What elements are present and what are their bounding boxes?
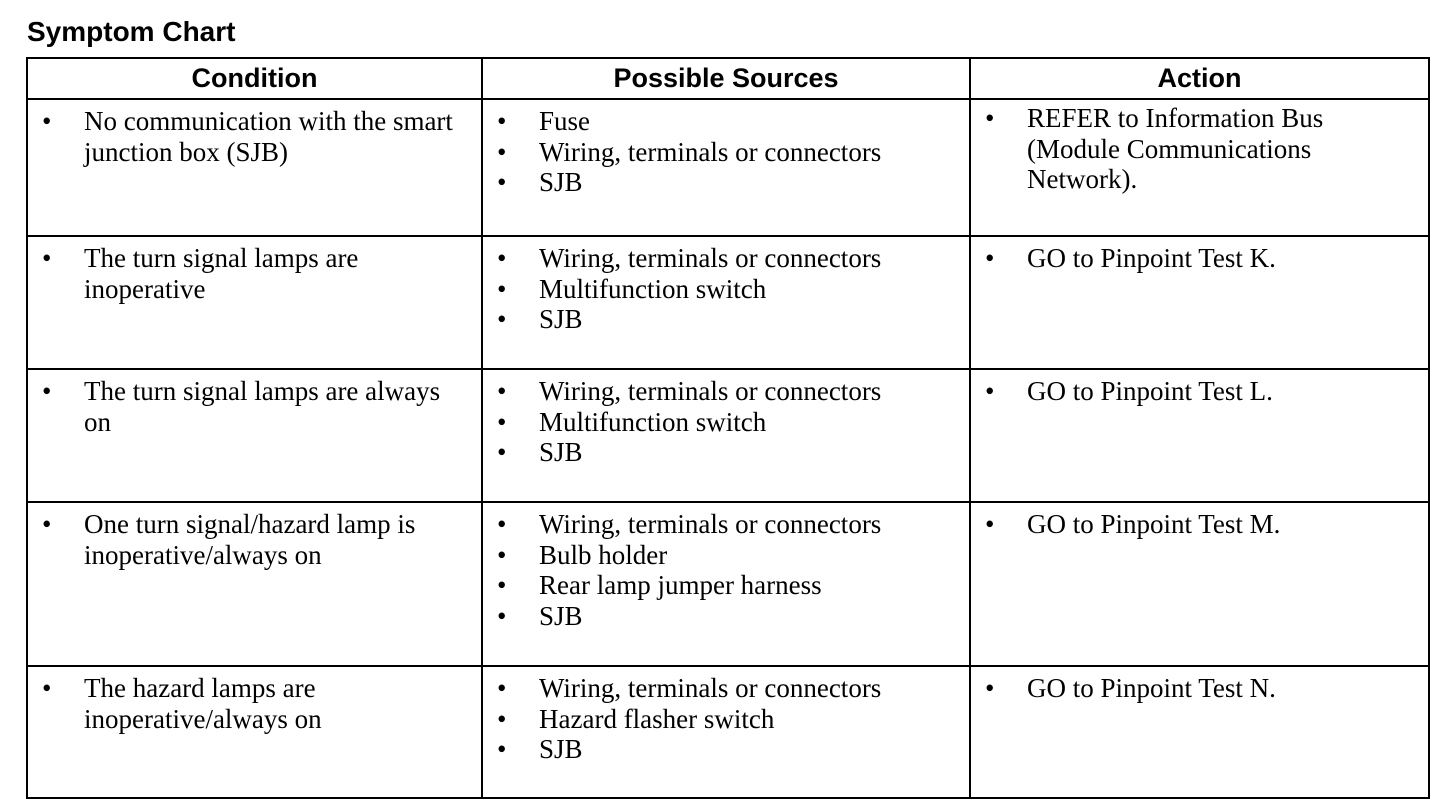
table-row — [27, 369, 1429, 502]
table-row — [27, 666, 1429, 798]
condition-item: • One turn signal/hazard lamp is inoperative/always on — [28, 509, 481, 570]
source-item: • Multifunction switch — [483, 407, 969, 438]
source-item: • Wiring, terminals or connectors — [483, 673, 969, 704]
source-item: • Wiring, terminals or connectors — [483, 137, 969, 168]
table-row — [27, 99, 1429, 236]
sources-cell — [482, 502, 970, 666]
action-cell — [970, 502, 1429, 666]
action-cell — [970, 369, 1429, 502]
action-cell — [970, 236, 1429, 369]
condition-item: • No communication with the smart junction box (SJB) — [28, 106, 481, 167]
source-item: • Rear lamp jumper harness — [483, 570, 969, 601]
source-item: • SJB — [483, 734, 969, 765]
condition-item: • The hazard lamps are inoperative/always on — [28, 673, 481, 734]
symptom-chart-table — [26, 57, 1430, 799]
action-item: • GO to Pinpoint Test N. — [971, 673, 1428, 704]
header-possible-sources: Possible Sources — [482, 58, 970, 99]
sources-cell — [482, 666, 970, 798]
sources-cell — [482, 369, 970, 502]
source-item: • SJB — [483, 601, 969, 632]
table-row — [27, 502, 1429, 666]
table-row — [27, 236, 1429, 369]
header-condition: Condition — [27, 58, 482, 99]
action-item: • GO to Pinpoint Test L. — [971, 376, 1428, 407]
condition-cell — [27, 369, 482, 502]
source-item: • Hazard flasher switch — [483, 704, 969, 735]
action-cell — [970, 99, 1429, 236]
condition-item: • The turn signal lamps are inoperative — [28, 243, 481, 304]
source-item: • Fuse — [483, 106, 969, 137]
source-item: • SJB — [483, 304, 969, 335]
condition-cell — [27, 666, 482, 798]
action-item: • GO to Pinpoint Test M. — [971, 509, 1428, 540]
condition-item: • The turn signal lamps are always on — [28, 376, 481, 437]
header-action: Action — [970, 58, 1429, 99]
source-item: • Wiring, terminals or connectors — [483, 509, 969, 540]
source-item: • Wiring, terminals or connectors — [483, 376, 969, 407]
condition-cell — [27, 236, 482, 369]
page-title: Symptom Chart — [27, 16, 236, 47]
source-item: • Bulb holder — [483, 540, 969, 571]
sources-cell — [482, 99, 970, 236]
sources-cell — [482, 236, 970, 369]
source-item: • SJB — [483, 437, 969, 468]
condition-cell — [27, 502, 482, 666]
action-item: • REFER to Information Bus (Module Communications Network). — [971, 103, 1428, 195]
action-cell — [970, 666, 1429, 798]
source-item: • SJB — [483, 167, 969, 198]
header-row — [27, 58, 1429, 99]
source-item: • Multifunction switch — [483, 274, 969, 305]
source-item: • Wiring, terminals or connectors — [483, 243, 969, 274]
condition-cell — [27, 99, 482, 236]
action-item: • GO to Pinpoint Test K. — [971, 243, 1428, 274]
